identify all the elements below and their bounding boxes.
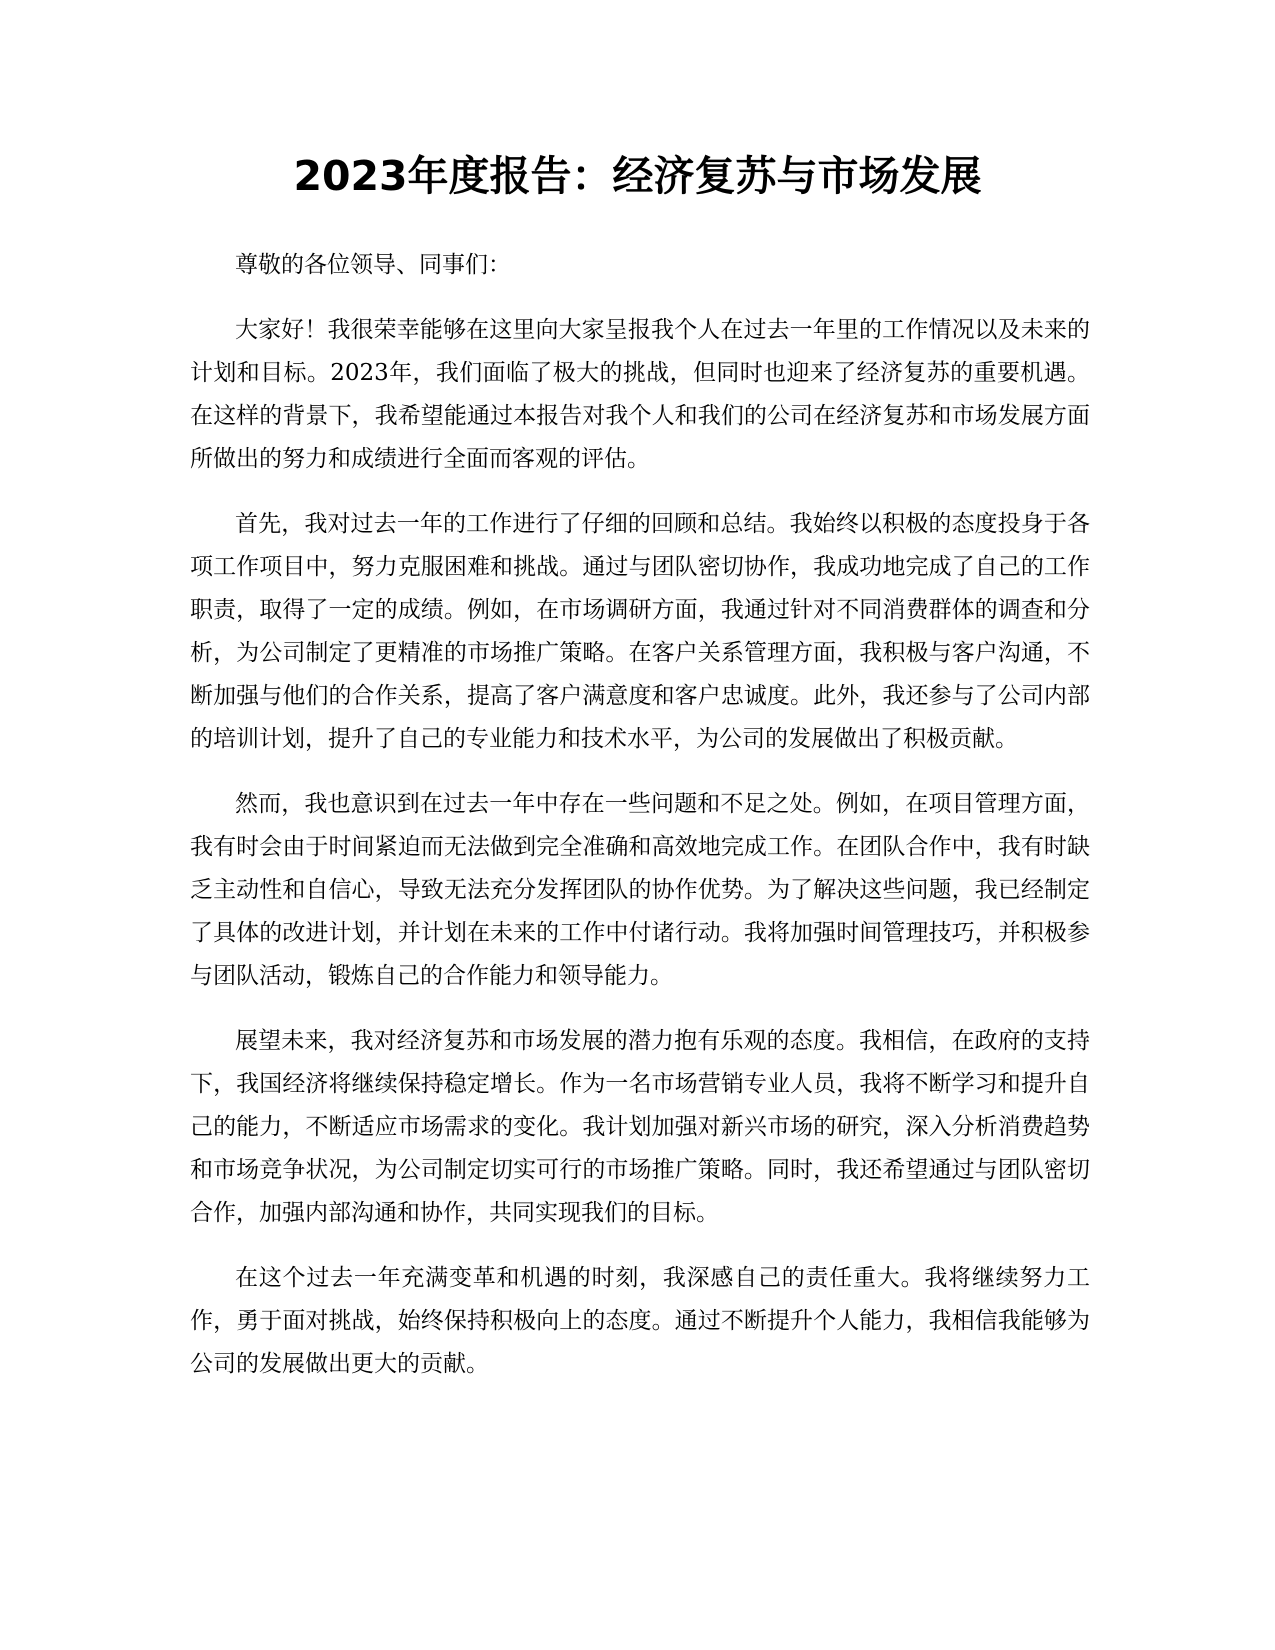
body-paragraph: 大家好！我很荣幸能够在这里向大家呈报我个人在过去一年里的工作情况以及未来的计划和目标。2023年，我们面临了极大的挑战，但同时也迎来了经济复苏的重要机遇。在这样的背景下，我希望能通过本报告对我个人和我们的公司在经济复苏和市场发展方面所做出的努力和成绩进行全面而客观的评估。 [190,317,1090,472]
document-title: 2023年度报告：经济复苏与市场发展 [293,152,982,200]
body-paragraph: 然而，我也意识到在过去一年中存在一些问题和不足之处。例如，在项目管理方面，我有时会由于时间紧迫而无法做到完全准确和高效地完成工作。在团队合作中，我有时缺乏主动性和自信心，导致无法充分发挥团队的协作优势。为了解决这些问题，我已经制定了具体的改进计划，并计划在未来的工作中付诸行动。我将加强时间管理技巧，并积极参与团队活动，锻炼自己的合作能力和领导能力。 [190,791,1090,989]
body-paragraph: 首先，我对过去一年的工作进行了仔细的回顾和总结。我始终以积极的态度投身于各项工作项目中，努力克服困难和挑战。通过与团队密切协作，我成功地完成了自己的工作职责，取得了一定的成绩。例如，在市场调研方面，我通过针对不同消费群体的调查和分析，为公司制定了更精准的市场推广策略。在客户关系管理方面，我积极与客户沟通，不断加强与他们的合作关系，提高了客户满意度和客户忠诚度。此外，我还参与了公司内部的培训计划，提升了自己的专业能力和技术水平，为公司的发展做出了积极贡献。 [190,511,1090,752]
document-body [190,244,1090,1408]
body-paragraph: 在这个过去一年充满变革和机遇的时刻，我深感自己的责任重大。我将继续努力工作，勇于面对挑战，始终保持积极向上的态度。通过不断提升个人能力，我相信我能够为公司的发展做出更大的贡献。 [190,1265,1090,1377]
salutation-paragraph: 尊敬的各位领导、同事们： [235,252,511,278]
body-paragraph: 展望未来，我对经济复苏和市场发展的潜力抱有乐观的态度。我相信，在政府的支持下，我国经济将继续保持稳定增长。作为一名市场营销专业人员，我将不断学习和提升自己的能力，不断适应市场需求的变化。我计划加强对新兴市场的研究，深入分析消费趋势和市场竞争状况，为公司制定切实可行的市场推广策略。同时，我还希望通过与团队密切合作，加强内部沟通和协作，共同实现我们的目标。 [190,1028,1090,1226]
